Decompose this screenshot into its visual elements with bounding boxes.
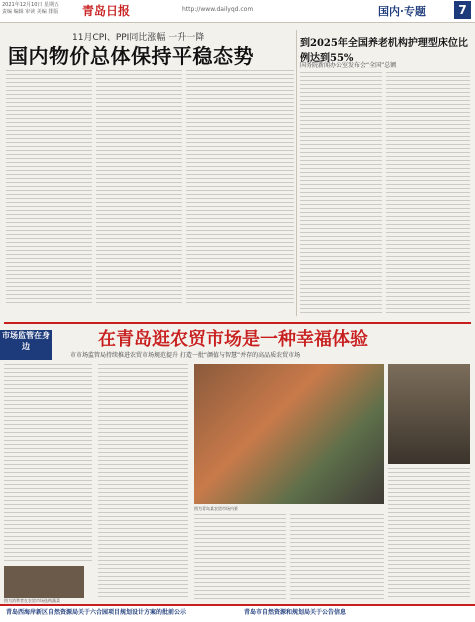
feature-body-col3 [194,514,286,600]
story1-headline[interactable]: 国内物价总体保持平稳态势 [8,44,254,68]
page-number: 7 [454,1,471,19]
photo-vendor [388,364,470,464]
issue-date [2,2,80,16]
feature-body-col2 [98,364,188,600]
feature-subhead: 市市场监管局持续推进农贸市场规范提升 打造一批“颜值与智慧”并存的高品质农贸市场 [70,352,301,359]
newspaper-logo: 青岛日报 [82,4,131,18]
section-title: 国内·专题 [378,5,426,18]
story2-headline[interactable]: 到2025年全国养老机构护理型床位比例达到55% [300,38,468,64]
story2-subtitle: 国务院新闻办公室发布会“全国”总额 [300,62,397,69]
feature-body-col4 [290,514,384,600]
column-divider [296,30,297,316]
section-rule [4,322,471,324]
photo-market-caption: 图为消费者在农贸市场选购蔬菜 [4,598,60,603]
story2-body-col2 [386,72,470,316]
story1-kicker: 11月CPI、PPI同比涨幅 一升一降 [72,33,205,43]
notice-right[interactable]: 青岛市自然资源和规划局关于公告信息 [244,609,347,616]
feature-body-col5 [388,468,470,600]
photo-hall-caption: 图为青岛某农贸市场内景 [194,506,238,511]
feature-headline[interactable]: 在青岛逛农贸市场是一种幸福体验 [98,329,368,350]
story2-body-col1 [300,72,382,316]
notice-left[interactable]: 青岛西海岸新区自然资源局关于六合园项目规划设计方案的批前公示 [6,609,187,616]
section-tag: 市场监管在身边 [0,330,52,360]
story1-body-col2 [96,70,182,306]
editor-meta: 责编 编辑 审读 美编 排版 [2,9,59,15]
website-url[interactable]: http://www.dailyqd.com [182,6,254,13]
story1-body-col3 [186,70,294,306]
photo-market [4,566,84,598]
date-text: 2021年12月10日 星期五 [2,2,60,8]
photo-hall [194,364,384,504]
feature-body-col1 [4,364,92,564]
story1-body-col1 [6,70,92,306]
